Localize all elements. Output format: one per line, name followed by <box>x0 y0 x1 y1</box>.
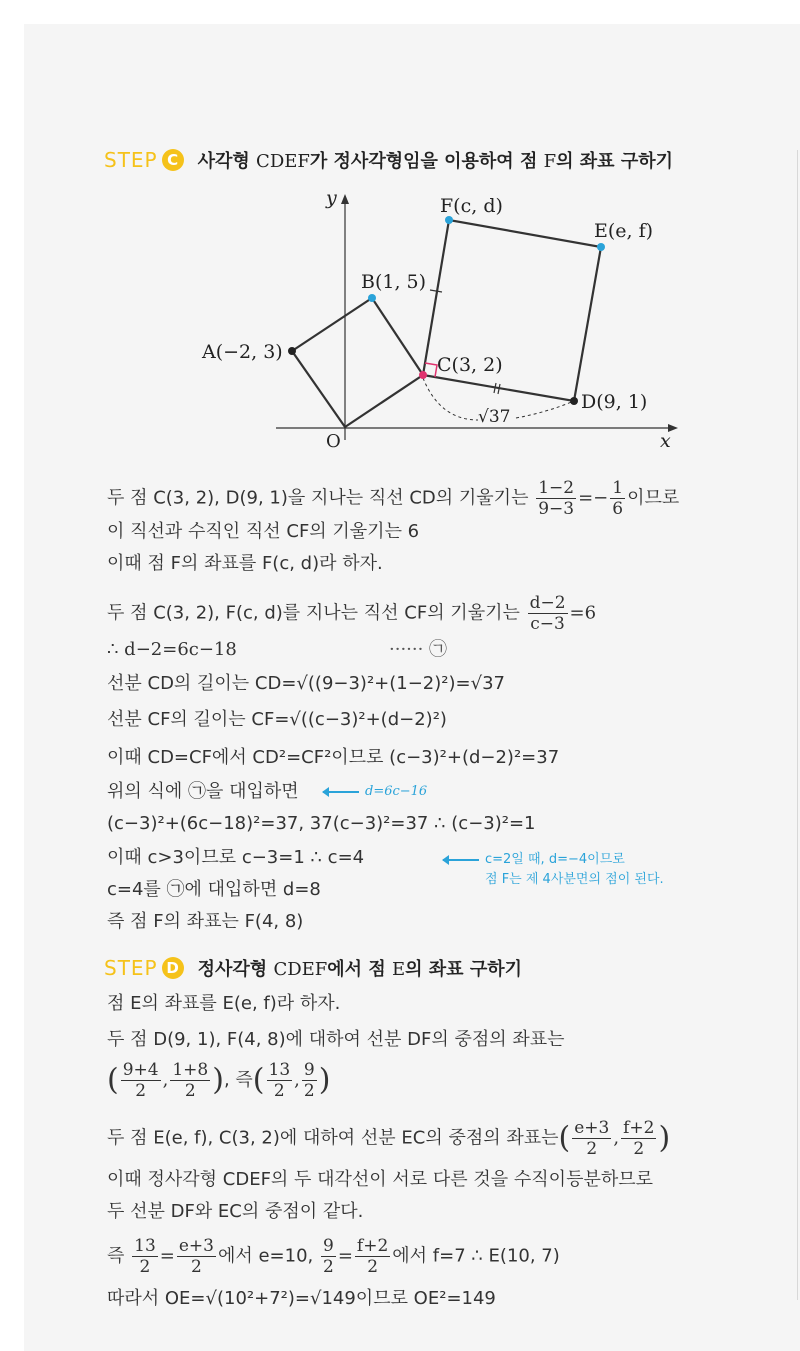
step-c-word: STEP <box>104 148 158 172</box>
fraction: $\frac{d-2}{c-3}$ <box>529 593 566 634</box>
c-line-3: 이때 점 F의 좌표를 F(c, d)라 하자. <box>107 553 383 574</box>
c-line-10: (c−3)²+(6c−18)²=37, 37(c−3)²=37 ∴ (c−3)²=1 <box>107 813 536 834</box>
point-b <box>368 294 376 302</box>
length-label: √37 <box>478 407 511 427</box>
note-substitution: d=6c−16 <box>323 784 427 799</box>
point-c <box>419 371 427 379</box>
x-axis-label: x <box>660 430 671 452</box>
step-d-header <box>104 955 522 981</box>
label-e: E(e, f) <box>594 220 654 242</box>
y-axis-arrow <box>341 194 349 204</box>
c-line-9: 위의 식에 ㉠을 대입하면 <box>107 781 299 802</box>
step-c-title: 사각형 CDEF가 정사각형임을 이용하여 점 F의 좌표 구하기 <box>197 151 673 172</box>
c-line-13: 즉 점 F의 좌표는 F(4, 8) <box>107 911 304 932</box>
d-line-2: 두 점 D(9, 1), F(4, 8)에 대하여 선분 DF의 중점의 좌표는 <box>107 1029 565 1050</box>
fraction: $\frac{1-2}{9-3}$ <box>538 478 575 519</box>
note-condition: c=2일 때, d=−4이므로 <box>443 848 625 867</box>
note-condition-2: 점 F는 제 4사분면의 점이 된다. <box>485 872 664 887</box>
c-line-4: 두 점 C(3, 2), F(c, d)를 지나는 직선 CF의 기울기는 $\frac{d-2}{c-3}$ =6 <box>107 593 597 634</box>
c-line-2: 이 직선과 수직인 직선 CF의 기울기는 6 <box>107 521 420 542</box>
d-line-4: 두 점 E(e, f), C(3, 2)에 대하여 선분 EC의 중점의 좌표는( $\frac{e+3}{2}$ , $\frac{f+2}{2}$ ) <box>107 1118 671 1159</box>
d-line-5: 이때 정사각형 CDEF의 두 대각선이 서로 다른 것을 수직이등분하므로 <box>107 1169 654 1190</box>
point-e <box>597 243 605 251</box>
c-line-8: 이때 CD=CF에서 CD²=CF²이므로 (c−3)²+(d−2)²=37 <box>107 747 560 768</box>
d-line-3: ( $\frac{9+4}{2}$ , $\frac{1+8}{2}$ ), 즉( $\frac{13}{2}$ , $\frac{9}{2}$ ) <box>107 1060 331 1101</box>
c-line-7: 선분 CF의 길이는 CF=√((c−3)²+(d−2)²) <box>107 709 447 730</box>
step-d-word: STEP <box>104 956 158 980</box>
length-arc-2 <box>516 401 574 418</box>
origin-label: O <box>326 431 341 452</box>
label-d: D(9, 1) <box>581 391 648 413</box>
step-d-badge: D <box>162 957 184 979</box>
d-line-1: 점 E의 좌표를 E(e, f)라 하자. <box>107 993 341 1014</box>
c-line-12: c=4를 ㉠에 대입하면 d=8 <box>107 879 321 900</box>
arrow-left-icon <box>323 791 359 793</box>
step-c-badge: C <box>162 149 184 171</box>
y-axis-label: y <box>326 187 337 209</box>
label-b: B(1, 5) <box>361 271 427 293</box>
d-line-6: 두 선분 DF와 EC의 중점이 같다. <box>107 1201 364 1222</box>
point-a <box>288 347 296 355</box>
quad-oabc <box>292 298 423 427</box>
d-line-8: 따라서 OE=√(10²+7²)=√149이므로 OE²=149 <box>107 1288 496 1309</box>
arrow-left-icon <box>443 859 479 861</box>
c-line-1: 두 점 C(3, 2), D(9, 1)을 지나는 직선 CD의 기울기는 $\frac{1-2}{9-3}$ =− $\frac{1}{6}$ 이므로 <box>107 478 680 519</box>
label-a: A(−2, 3) <box>202 341 283 363</box>
fraction: $\frac{1}{6}$ <box>612 478 624 519</box>
label-f: F(c, d) <box>440 195 503 217</box>
point-d <box>570 397 578 405</box>
point-f <box>445 216 453 224</box>
c-line-5: ∴ d−2=6c−18 ······ ㉠ <box>107 639 448 660</box>
c-line-6: 선분 CD의 길이는 CD=√((9−3)²+(1−2)²)=√37 <box>107 673 505 694</box>
coordinate-diagram <box>0 0 800 470</box>
label-c: C(3, 2) <box>437 354 503 376</box>
d-line-7: 즉 $\frac{13}{2}$ = $\frac{e+3}{2}$ 에서 e=10, $\frac{9}{2}$ = $\frac{f+2}{2}$ 에서 f=7 ∴ E(10, 7) <box>107 1236 560 1277</box>
step-d-title: 정사각형 CDEF에서 점 E의 좌표 구하기 <box>197 959 522 980</box>
length-arc <box>423 378 478 420</box>
c-line-11: 이때 c>3이므로 c−3=1 ∴ c=4 <box>107 847 365 868</box>
